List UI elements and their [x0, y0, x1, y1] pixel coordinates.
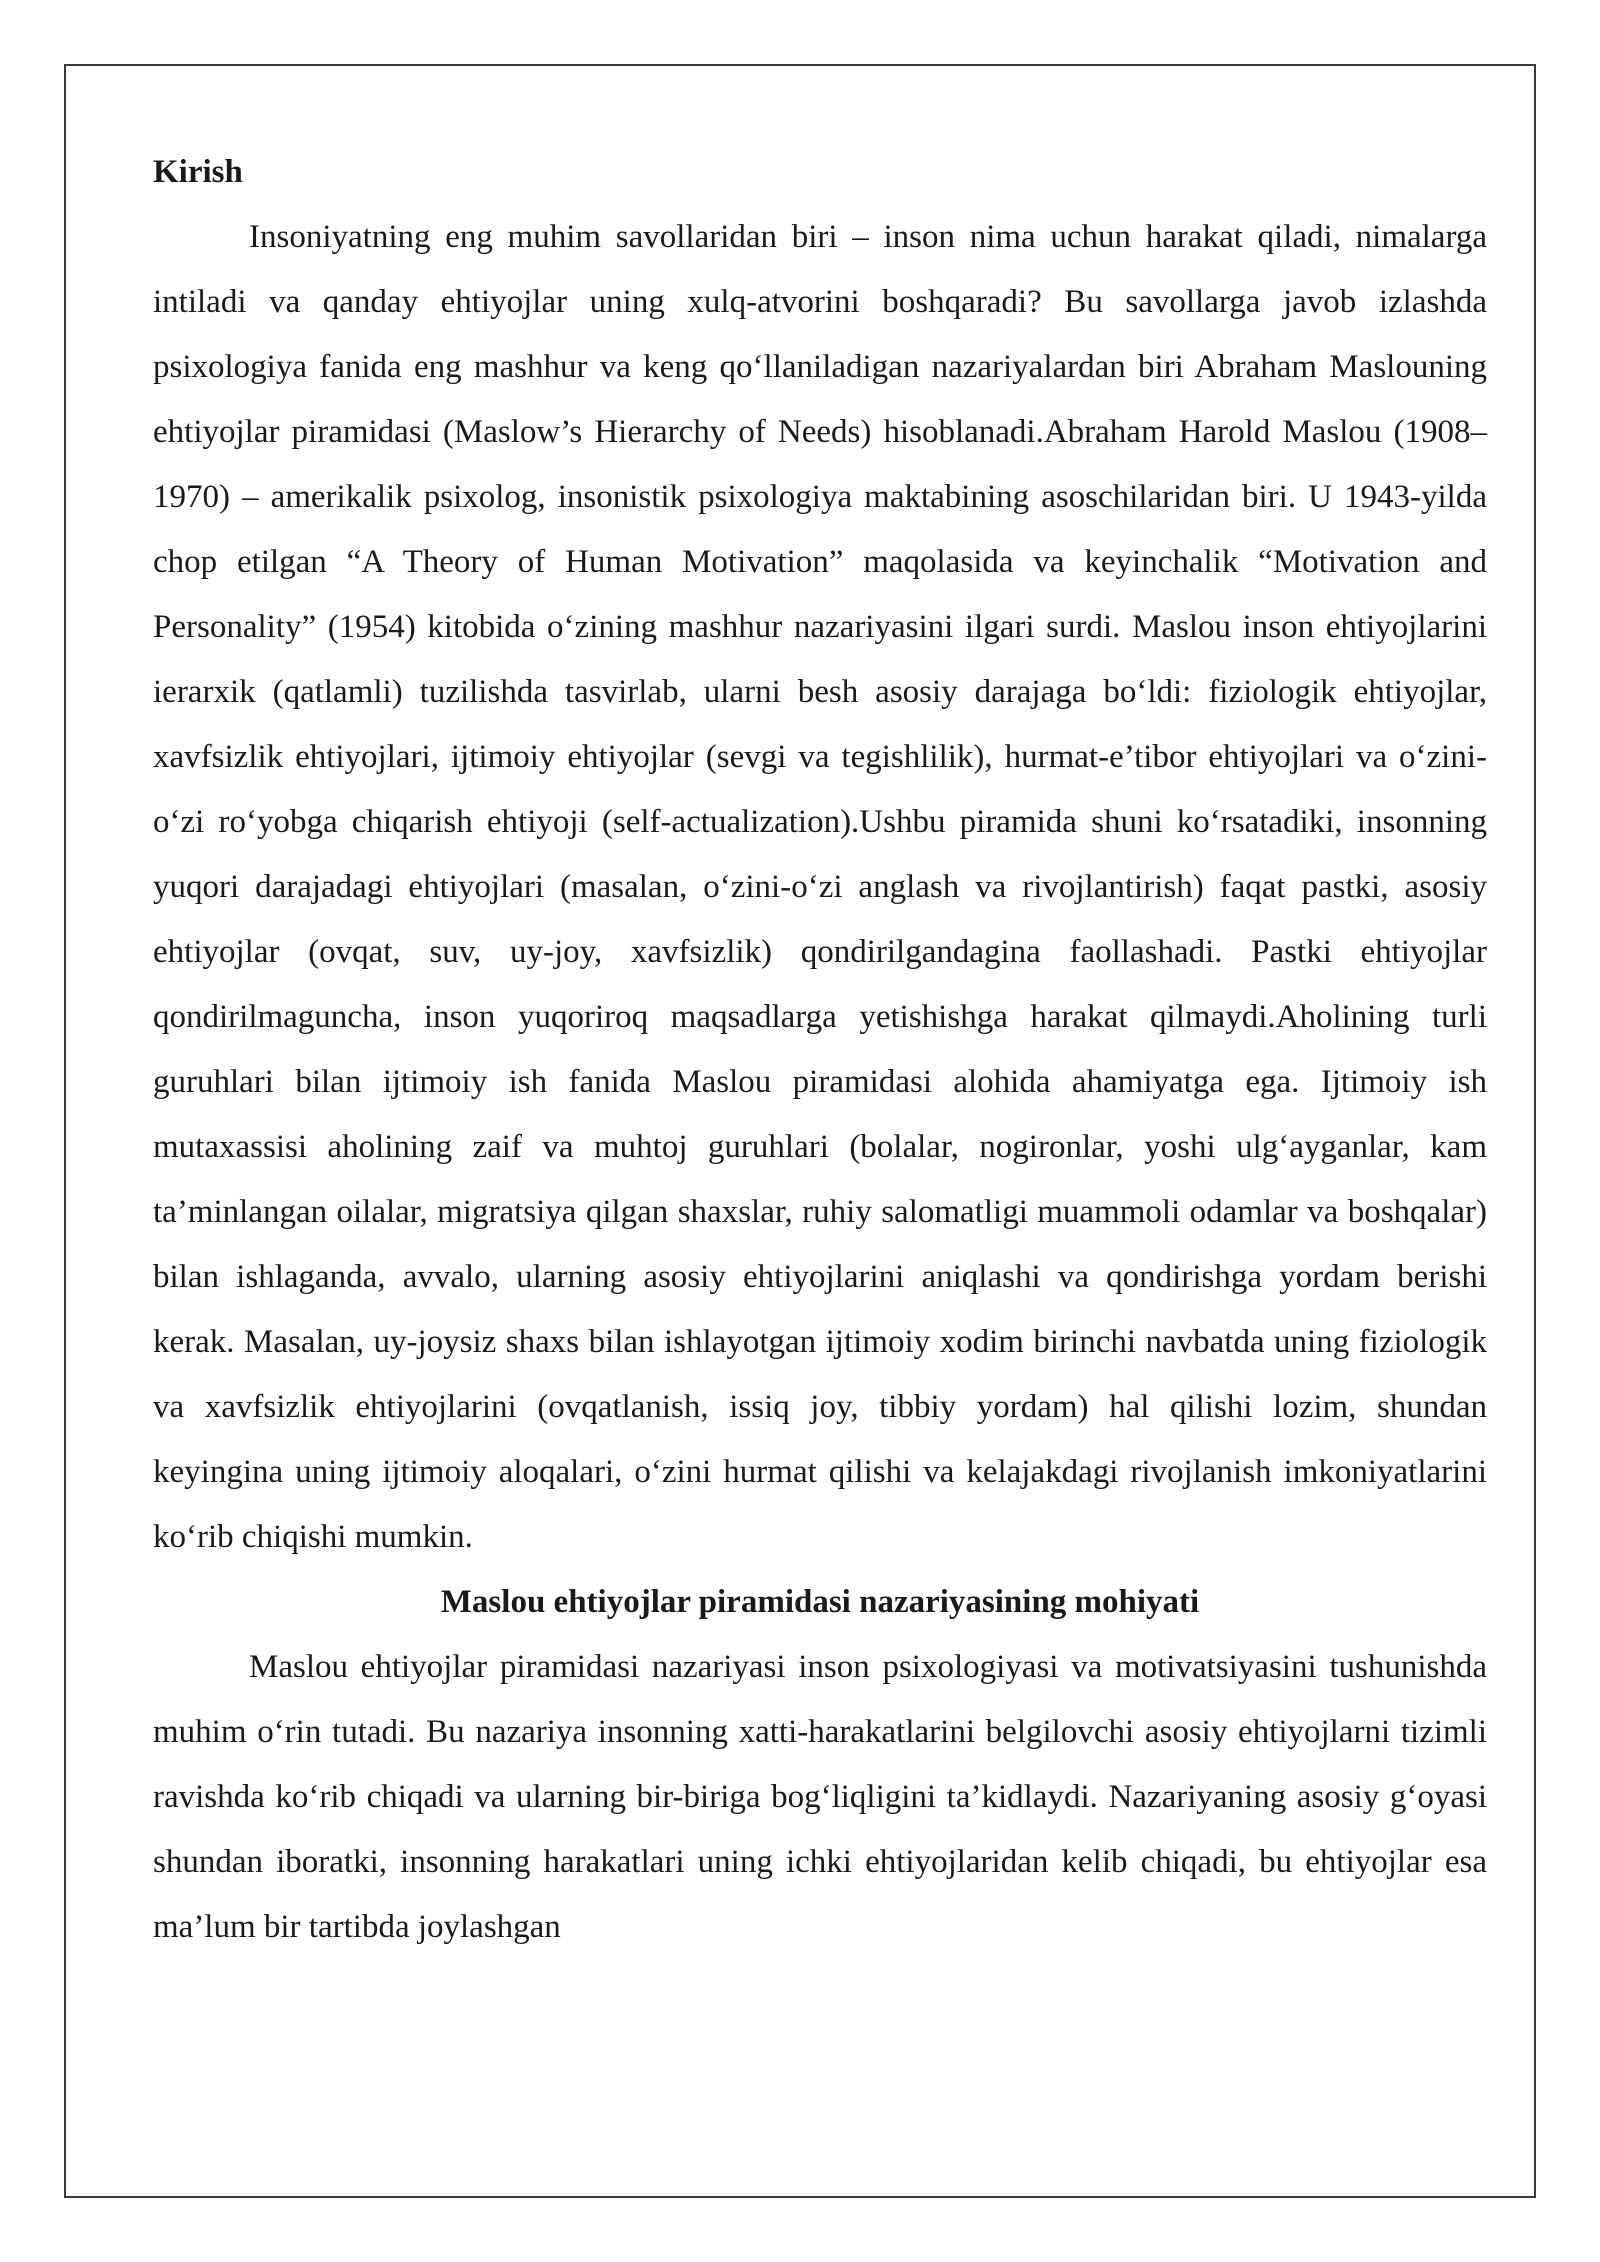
section-heading: Maslou ehtiyojlar piramidasi nazariyasining mohiyati	[440, 1584, 1200, 1620]
section-paragraph: Maslou ehtiyojlar piramidasi nazariyasi inson psixologiyasi va motivatsiyasini tushunishda muhim o‘rin tutadi. Bu nazariya insonning xatti-harakatlarini belgilovchi asosiy ehtiyojlarni tizimli ravishda ko‘rib chiqadi va ularning bir-biriga bog‘liqligini ta’kidlaydi. Nazariyaning asosiy g‘oyasi shundan iboratki, insonning harakatlari uning ichki ehtiyojlaridan kelib chiqadi, bu ehtiyojlar esa ma’lum bir tartibda joylashgan	[153, 1649, 1487, 1945]
heading-kirish: Kirish	[153, 154, 243, 190]
intro-paragraph: Insoniyatning eng muhim savollaridan biri – inson nima uchun harakat qiladi, nimalarga intiladi va qanday ehtiyojlar uning xulq-atvorini boshqaradi? Bu savollarga javob izlashda psixologiya fanida eng mashhur va keng qo‘llaniladigan nazariyalardan biri Abraham Maslouning ehtiyojlar piramidasi (Maslow’s Hierarchy of Needs) hisoblanadi.Abraham Harold Maslou (1908–1970) – amerikalik psixolog, insonistik psixologiya maktabining asoschilaridan biri. U 1943-yilda chop etilgan “A Theory of Human Motivation” maqolasida va keyinchalik “Motivation and Personality” (1954) kitobida o‘zining mashhur nazariyasini ilgari surdi. Maslou inson ehtiyojlarini ierarxik (qatlamli) tuzilishda tasvirlab, ularni besh asosiy darajaga bo‘ldi: fiziologik ehtiyojlar, xavfsizlik ehtiyojlari, ijtimoiy ehtiyojlar (sevgi va tegishlilik), hurmat-e’tibor ehtiyojlari va o‘zini-o‘zi ro‘yobga chiqarish ehtiyoji (self-actualization).Ushbu piramida shuni ko‘rsatadiki, insonning yuqori darajadagi ehtiyojlari (masalan, o‘zini-o‘zi anglash va rivojlantirish) faqat pastki, asosiy ehtiyojlar (ovqat, suv, uy-joy, xavfsizlik) qondirilgandagina faollashadi. Pastki ehtiyojlar qondirilmaguncha, inson yuqoriroq maqsadlarga yetishishga harakat qilmaydi.Aholining turli guruhlari bilan ijtimoiy ish fanida Maslou piramidasi alohida ahamiyatga ega. Ijtimoiy ish mutaxassisi aholining zaif va muhtoj guruhlari (bolalar, nogironlar, yoshi ulg‘ayganlar, kam ta’minlangan oilalar, migratsiya qilgan shaxslar, ruhiy salomatligi muammoli odamlar va boshqalar) bilan ishlaganda, avvalo, ularning asosiy ehtiyojlarini aniqlashi va qondirishga yordam berishi kerak. Masalan, uy-joysiz shaxs bilan ishlayotgan ijtimoiy xodim birinchi navbatda uning fiziologik va xavfsizlik ehtiyojlarini (ovqatlanish, issiq joy, tibbiy yordam) hal qilishi lozim, shundan keyingina uning ijtimoiy aloqalari, o‘zini hurmat qilishi va kelajakdagi rivojlanish imkoniyatlarini ko‘rib chiqishi mumkin.	[153, 219, 1487, 1555]
document-body	[153, 140, 1487, 1960]
section-paragraph-container	[153, 1635, 1487, 1960]
